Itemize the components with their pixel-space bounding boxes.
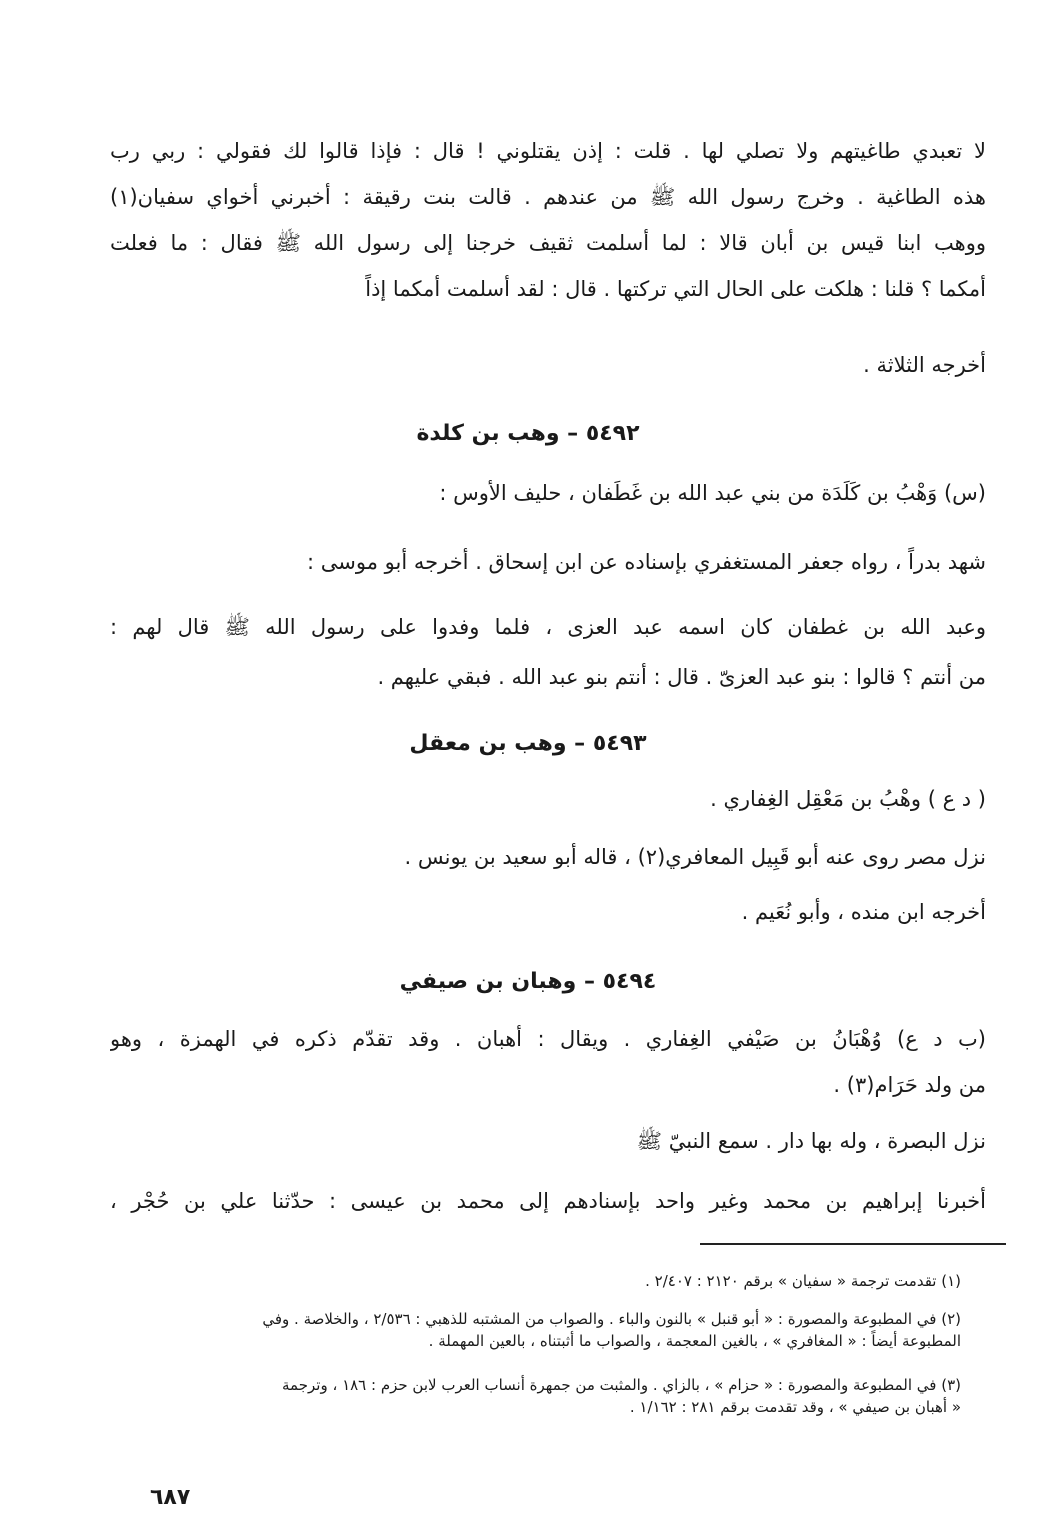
text-line: وعبد الله بن غطفان كان اسمه عبد العزى ، فلما وفدوا على رسول الله ﷺ قال لهم : xyxy=(110,615,986,639)
text-line: ووهب ابنا قيس بن أبان قالا : لما أسلمت ثقيف خرجنا إلى رسول الله ﷺ فقال : ما فعلت xyxy=(110,231,986,255)
text-line: لا تعبدي طاغيتهم ولا تصلي لها . قلت : إذن يقتلوني ! قال : فإذا قالوا لك فقولي : ربي رب xyxy=(110,139,986,163)
footnote-3-continued: « أهبان بن صيفي » ، وقد تقدمت برقم ٢٨١ : ١/١٦٢ . xyxy=(629,1398,961,1416)
text-line: أمكما ؟ قلنا : هلكت على الحال التي تركتها . قال : لقد أسلمت أمكما إذاً xyxy=(365,277,986,301)
text-line: (س) وَهْبُ بن كَلَدَة من بني عبد الله بن غَطَفان ، حليف الأوس : xyxy=(439,481,986,505)
entry-heading-5493: ٥٤٩٣ – وهب بن معقل xyxy=(409,731,647,756)
page-number: ٦٨٧ xyxy=(150,1485,191,1510)
entry-heading-5494: ٥٤٩٤ – وهبان بن صيفي xyxy=(399,969,657,994)
text-line: نزل البصرة ، وله بها دار . سمع النبيّ ﷺ xyxy=(636,1129,986,1153)
text-line: أخرجه ابن منده ، وأبو نُعَيم . xyxy=(741,900,986,924)
text-line: من أنتم ؟ قالوا : بنو عبد العزىّ . قال : أنتم بنو عبد الله . فبقي عليهم . xyxy=(377,665,986,689)
text-line: نزل مصر روى عنه أبو قَبِيل المعافري(٢) ، قاله أبو سعيد بن يونس . xyxy=(404,845,986,869)
text-line: هذه الطاغية . وخرج رسول الله ﷺ من عندهم . قالت بنت رقيقة : أخبرني أخواي سفيان(١) xyxy=(110,185,986,209)
footnote-2: (٢) في المطبوعة والمصورة : « أبو قنبل » بالنون والباء . والصواب من المشتبه للذهبي : ٢/٥٣٦ ، والخلاصة . وفي xyxy=(262,1310,961,1328)
entry-heading-5492: ٥٤٩٢ – وهب بن كلدة xyxy=(416,421,640,446)
footnote-1: (١) تقدمت ترجمة « سفيان » برقم ٢١٢٠ : ٢/٤٠٧ . xyxy=(645,1272,961,1290)
footnote-3: (٣) في المطبوعة والمصورة : « حزام » ، بالزاي . والمثبت من جمهرة أنساب العرب لابن حزم : ١٨٦ ، وترجمة xyxy=(282,1376,961,1394)
footnote-2-continued: المطبوعة أيضاً : « المغافري » ، بالغين المعجمة ، والصواب ما أثبتناه ، بالعين المهملة . xyxy=(428,1332,961,1350)
text-line: ( د ع ) وهْبُ بن مَعْقِل الغِفاري . xyxy=(710,787,986,811)
text-line: من ولد حَرَام(٣) . xyxy=(833,1073,986,1097)
footnote-divider xyxy=(700,1243,1006,1245)
text-line: شهد بدراً ، رواه جعفر المستغفري بإسناده عن ابن إسحاق . أخرجه أبو موسى : xyxy=(307,550,986,574)
text-line: أخبرنا إبراهيم بن محمد وغير واحد بإسنادهم إلى محمد بن عيسى : حدّثنا علي بن حُجْر ، xyxy=(110,1189,986,1213)
text-line: (ب د ع) وُهْبَانُ بن صَيْفي الغِفاري . ويقال : أهبان . وقد تقدّم ذكره في الهمزة ، وهو xyxy=(110,1027,986,1051)
text-line: أخرجه الثلاثة . xyxy=(863,353,986,377)
